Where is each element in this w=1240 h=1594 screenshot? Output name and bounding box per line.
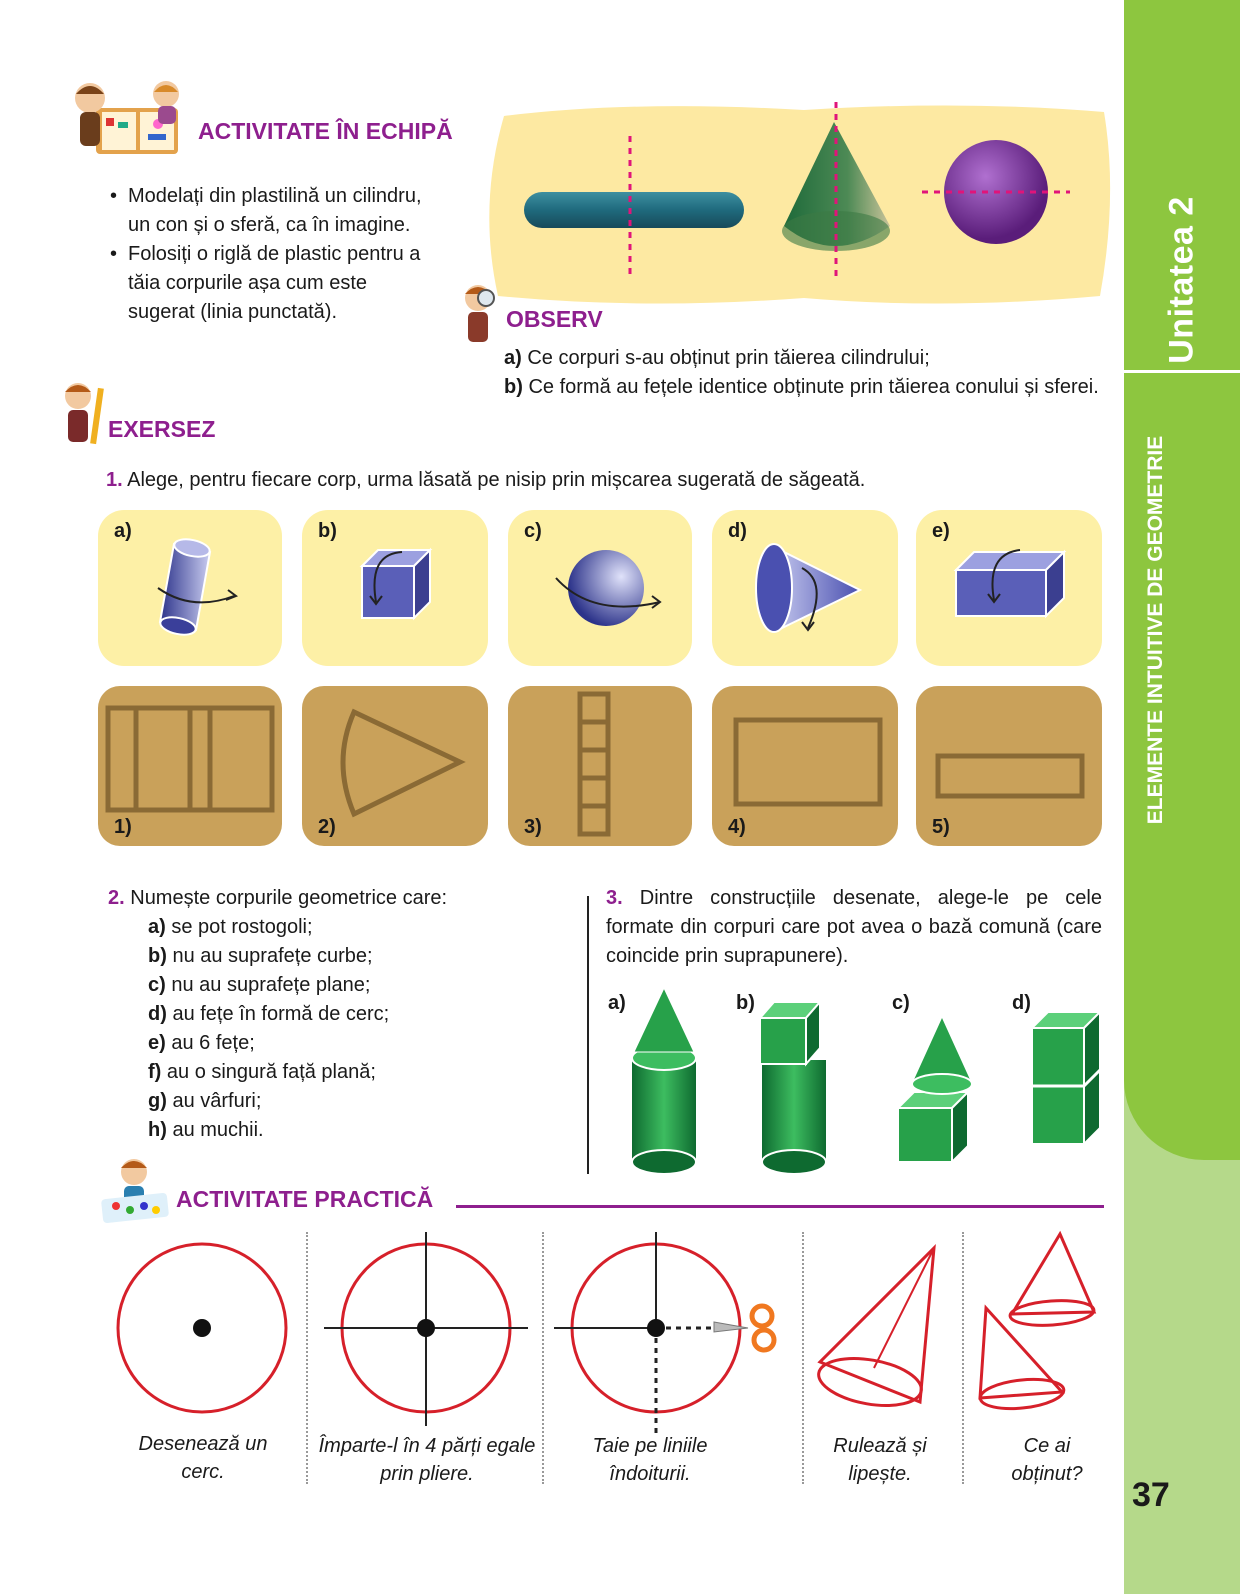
ex2-item <box>148 1087 558 1116</box>
ex3-number: 3. <box>606 887 623 909</box>
ex3-option-b[interactable]: b) <box>736 992 755 1014</box>
constructions-illustration <box>600 988 1110 1178</box>
cone-figure <box>750 538 870 638</box>
ex2-letter: b) <box>148 945 167 967</box>
step4-cone-figure <box>808 1240 958 1430</box>
observe-item <box>504 344 1104 373</box>
ex2-item-text: se pot rostogoli; <box>165 916 313 938</box>
exercise-title: EXERSEZ <box>108 416 216 442</box>
ex2-letter: c) <box>148 974 166 996</box>
body-label: e) <box>932 520 950 542</box>
body-tile-e[interactable] <box>916 510 1102 666</box>
trace-tile-3[interactable] <box>508 686 692 846</box>
magnifier-boy-icon <box>456 282 502 348</box>
body-tile-d[interactable] <box>712 510 898 666</box>
step5-caption: Ce ai obținut? <box>1011 1435 1083 1485</box>
step1-circle-figure <box>100 1230 300 1430</box>
trace-label: 5) <box>932 816 950 838</box>
observe-letter: b) <box>504 376 523 398</box>
page-number: 37 <box>1132 1476 1170 1514</box>
ex2-item-text: au fețe în formă de cerc; <box>166 1003 390 1025</box>
body-tile-c[interactable] <box>508 510 692 666</box>
chapter-label: ELEMENTE INTUITIVE DE GEOMETRIE <box>1144 435 1167 825</box>
ex2-block <box>108 884 558 1145</box>
team-activity-title: ACTIVITATE ÎN ECHIPĂ <box>198 118 453 144</box>
ex3-option-a[interactable]: a) <box>608 992 626 1014</box>
step3-caption: Taie pe liniile îndoiturii. <box>592 1435 708 1485</box>
ex2-letter: a) <box>148 916 166 938</box>
body-label: b) <box>318 520 337 542</box>
observe-list <box>504 344 1104 402</box>
observe-letter: a) <box>504 347 522 369</box>
ex2-letter: h) <box>148 1119 167 1141</box>
pencil-boy-icon <box>56 380 108 450</box>
ex2-letter: e) <box>148 1032 166 1054</box>
ex2-item <box>148 942 558 971</box>
step2-caption: Împarte-l în 4 părți egale prin pliere. <box>318 1435 536 1485</box>
ex2-letter: f) <box>148 1061 162 1083</box>
scissors-icon <box>714 1306 774 1350</box>
step1-caption: Desenează un cerc. <box>138 1433 268 1483</box>
ex2-item <box>148 1058 558 1087</box>
ex3-option-c[interactable]: c) <box>892 992 910 1014</box>
step-separator <box>962 1232 964 1484</box>
cylinder-figure <box>152 530 242 650</box>
step4-caption: Rulează și lipește. <box>833 1435 927 1485</box>
practical-rule <box>456 1205 1104 1208</box>
body-label: a) <box>114 520 132 542</box>
observe-title: OBSERV <box>506 306 603 332</box>
ex2-item <box>148 971 558 1000</box>
trace-label: 2) <box>318 816 336 838</box>
ex2-item-text: au muchii. <box>166 1119 264 1141</box>
step-separator <box>802 1232 804 1484</box>
ex2-item <box>148 913 558 942</box>
ex2-item-text: au o singură față plană; <box>161 1061 376 1083</box>
ex2-item-text: nu au suprafețe plane; <box>165 974 371 996</box>
ex2-item-text: nu au suprafețe curbe; <box>166 945 373 967</box>
ex2-item-text: au 6 fețe; <box>165 1032 255 1054</box>
ex3-statement <box>606 884 1102 971</box>
unit-divider <box>1124 370 1240 373</box>
column-divider <box>587 896 589 1174</box>
plasticine-models-illustration <box>484 96 1118 310</box>
body-tile-b[interactable] <box>302 510 488 666</box>
step5-cones-figure <box>974 1228 1114 1428</box>
unit-label: Unitatea 2 <box>1162 196 1201 364</box>
ex2-letter: d) <box>148 1003 167 1025</box>
ex2-item <box>148 1116 558 1145</box>
sphere-figure <box>552 544 672 634</box>
practical-title: ACTIVITATE PRACTICĂ <box>176 1186 434 1212</box>
ex3-text: Dintre construcțiile desenate, alege-le pe cele formate din corpuri care pot avea o bază comună (care coincide prin suprapunere). <box>606 887 1102 967</box>
trace-label: 1) <box>114 816 132 838</box>
observe-item <box>504 373 1104 402</box>
step3-cut-circle-figure <box>548 1230 798 1440</box>
ex1-text: Alege, pentru fiecare corp, urma lăsată pe nisip prin mișcarea sugerată de săgeată. <box>122 469 866 491</box>
body-label: d) <box>728 520 747 542</box>
ex2-item <box>148 1000 558 1029</box>
trace-label: 4) <box>728 816 746 838</box>
ex2-item-text: au vârfuri; <box>166 1090 262 1112</box>
trace-tile-4[interactable] <box>712 686 898 846</box>
ex2-text: Numește corpurile geometrice care: <box>124 887 448 909</box>
step-separator <box>542 1232 544 1484</box>
trace-tile-5[interactable] <box>916 686 1102 846</box>
trace-tile-2[interactable] <box>302 686 488 846</box>
observe-text: Ce formă au fețele identice obținute prin tăierea conului și sferei. <box>522 376 1099 398</box>
unit-tab <box>1124 0 1240 1160</box>
trace-tile-1[interactable] <box>98 686 282 846</box>
cuboid-figure <box>950 544 1080 634</box>
drawing-boy-icon <box>94 1156 180 1224</box>
ex2-item <box>148 1029 558 1058</box>
step-separator <box>306 1232 308 1484</box>
trace-label: 3) <box>524 816 542 838</box>
ex1-statement <box>106 466 1066 495</box>
body-tile-a[interactable] <box>98 510 282 666</box>
ex2-letter: g) <box>148 1090 167 1112</box>
ex2-number: 2. <box>108 887 125 909</box>
cube-figure <box>358 544 448 634</box>
step2-folded-circle-figure <box>318 1230 538 1430</box>
observe-text: Ce corpuri s-au obținut prin tăierea cilindrului; <box>521 347 930 369</box>
ex1-number: 1. <box>106 469 123 491</box>
team-activity-list <box>108 182 428 327</box>
team-activity-bullet: • Modelați din plastilină un cilindru, un con și o sferă, ca în imagine. <box>108 182 428 240</box>
team-activity-bullet: • Folosiți o riglă de plastic pentru a tăia corpurile așa cum este sugerat (linia punctată). <box>108 240 428 327</box>
ex3-option-d[interactable]: d) <box>1012 992 1031 1014</box>
kids-book-icon <box>70 80 190 162</box>
body-label: c) <box>524 520 542 542</box>
